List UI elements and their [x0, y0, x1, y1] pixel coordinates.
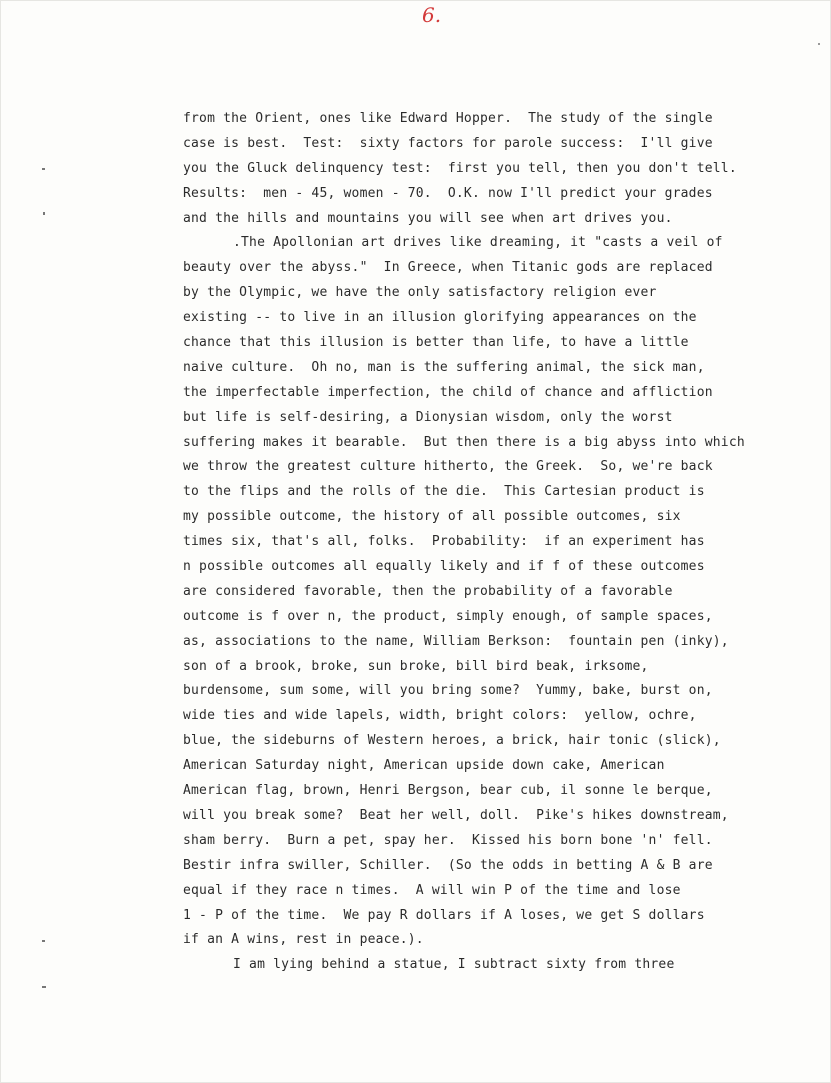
text-line: naive culture. Oh no, man is the suffering animal, the sick man,: [183, 359, 705, 375]
text-line: Bestir infra swiller, Schiller. (So the odds in betting A & B are: [183, 857, 713, 873]
text-line: equal if they race n times. A will win P of the time and lose: [183, 882, 681, 898]
text-line: American Saturday night, American upside down cake, American: [183, 758, 665, 774]
text-line: we throw the greatest culture hitherto, the Greek. So, we're back: [183, 459, 713, 475]
margin-mark: [42, 940, 45, 942]
text-line: burdensome, sum some, will you bring some? Yummy, bake, burst on,: [183, 683, 713, 699]
text-line: my possible outcome, the history of all possible outcomes, six: [183, 509, 681, 525]
text-line: and the hills and mountains you will see when art drives you.: [183, 210, 673, 226]
text-line: as, associations to the name, William Berkson: fountain pen (inky),: [183, 633, 729, 649]
text-line: times six, that's all, folks. Probability: if an experiment has: [183, 534, 705, 550]
body-text: [183, 107, 783, 978]
text-line: sham berry. Burn a pet, spay her. Kissed his born bone 'n' fell.: [183, 832, 713, 848]
text-line: I am lying behind a statue, I subtract sixty from three: [233, 957, 675, 973]
margin-mark: [43, 212, 45, 215]
text-line: American flag, brown, Henri Bergson, bear cub, il sonne le berque,: [183, 783, 713, 799]
text-line: but life is self-desiring, a Dionysian wisdom, only the worst: [183, 409, 673, 425]
text-line: will you break some? Beat her well, doll. Pike's hikes downstream,: [183, 807, 729, 823]
text-line: wide ties and wide lapels, width, bright colors: yellow, ochre,: [183, 708, 697, 724]
margin-mark: [42, 986, 46, 988]
margin-mark: [42, 168, 45, 170]
text-line: case is best. Test: sixty factors for parole success: I'll give: [183, 135, 713, 151]
text-line: the imperfectable imperfection, the child of chance and affliction: [183, 384, 713, 400]
text-line: son of a brook, broke, sun broke, bill bird beak, irksome,: [183, 658, 649, 674]
text-line: 1 - P of the time. We pay R dollars if A loses, we get S dollars: [183, 907, 705, 923]
text-line: if an A wins, rest in peace.).: [183, 932, 424, 948]
text-line: Results: men - 45, women - 70. O.K. now I'll predict your grades: [183, 185, 713, 201]
text-line: n possible outcomes all equally likely and if f of these outcomes: [183, 559, 705, 575]
text-line: chance that this illusion is better than life, to have a little: [183, 335, 689, 351]
text-line: are considered favorable, then the probability of a favorable: [183, 583, 673, 599]
text-line: blue, the sideburns of Western heroes, a brick, hair tonic (slick),: [183, 733, 721, 749]
text-line: .The Apollonian art drives like dreaming, it "casts a veil of: [233, 235, 723, 251]
text-line: to the flips and the rolls of the die. This Cartesian product is: [183, 484, 705, 500]
text-line: you the Gluck delinquency test: first you tell, then you don't tell.: [183, 160, 737, 176]
text-line: beauty over the abyss." In Greece, when Titanic gods are replaced: [183, 260, 713, 276]
text-line: suffering makes it bearable. But then there is a big abyss into which: [183, 434, 745, 450]
text-line: existing -- to live in an illusion glorifying appearances on the: [183, 310, 697, 326]
page-number: 6.: [422, 3, 442, 27]
text-line: by the Olympic, we have the only satisfactory religion ever: [183, 285, 657, 301]
text-line: outcome is f over n, the product, simply enough, of sample spaces,: [183, 608, 713, 624]
margin-mark: [818, 43, 820, 45]
text-line: from the Orient, ones like Edward Hopper. The study of the single: [183, 111, 713, 126]
